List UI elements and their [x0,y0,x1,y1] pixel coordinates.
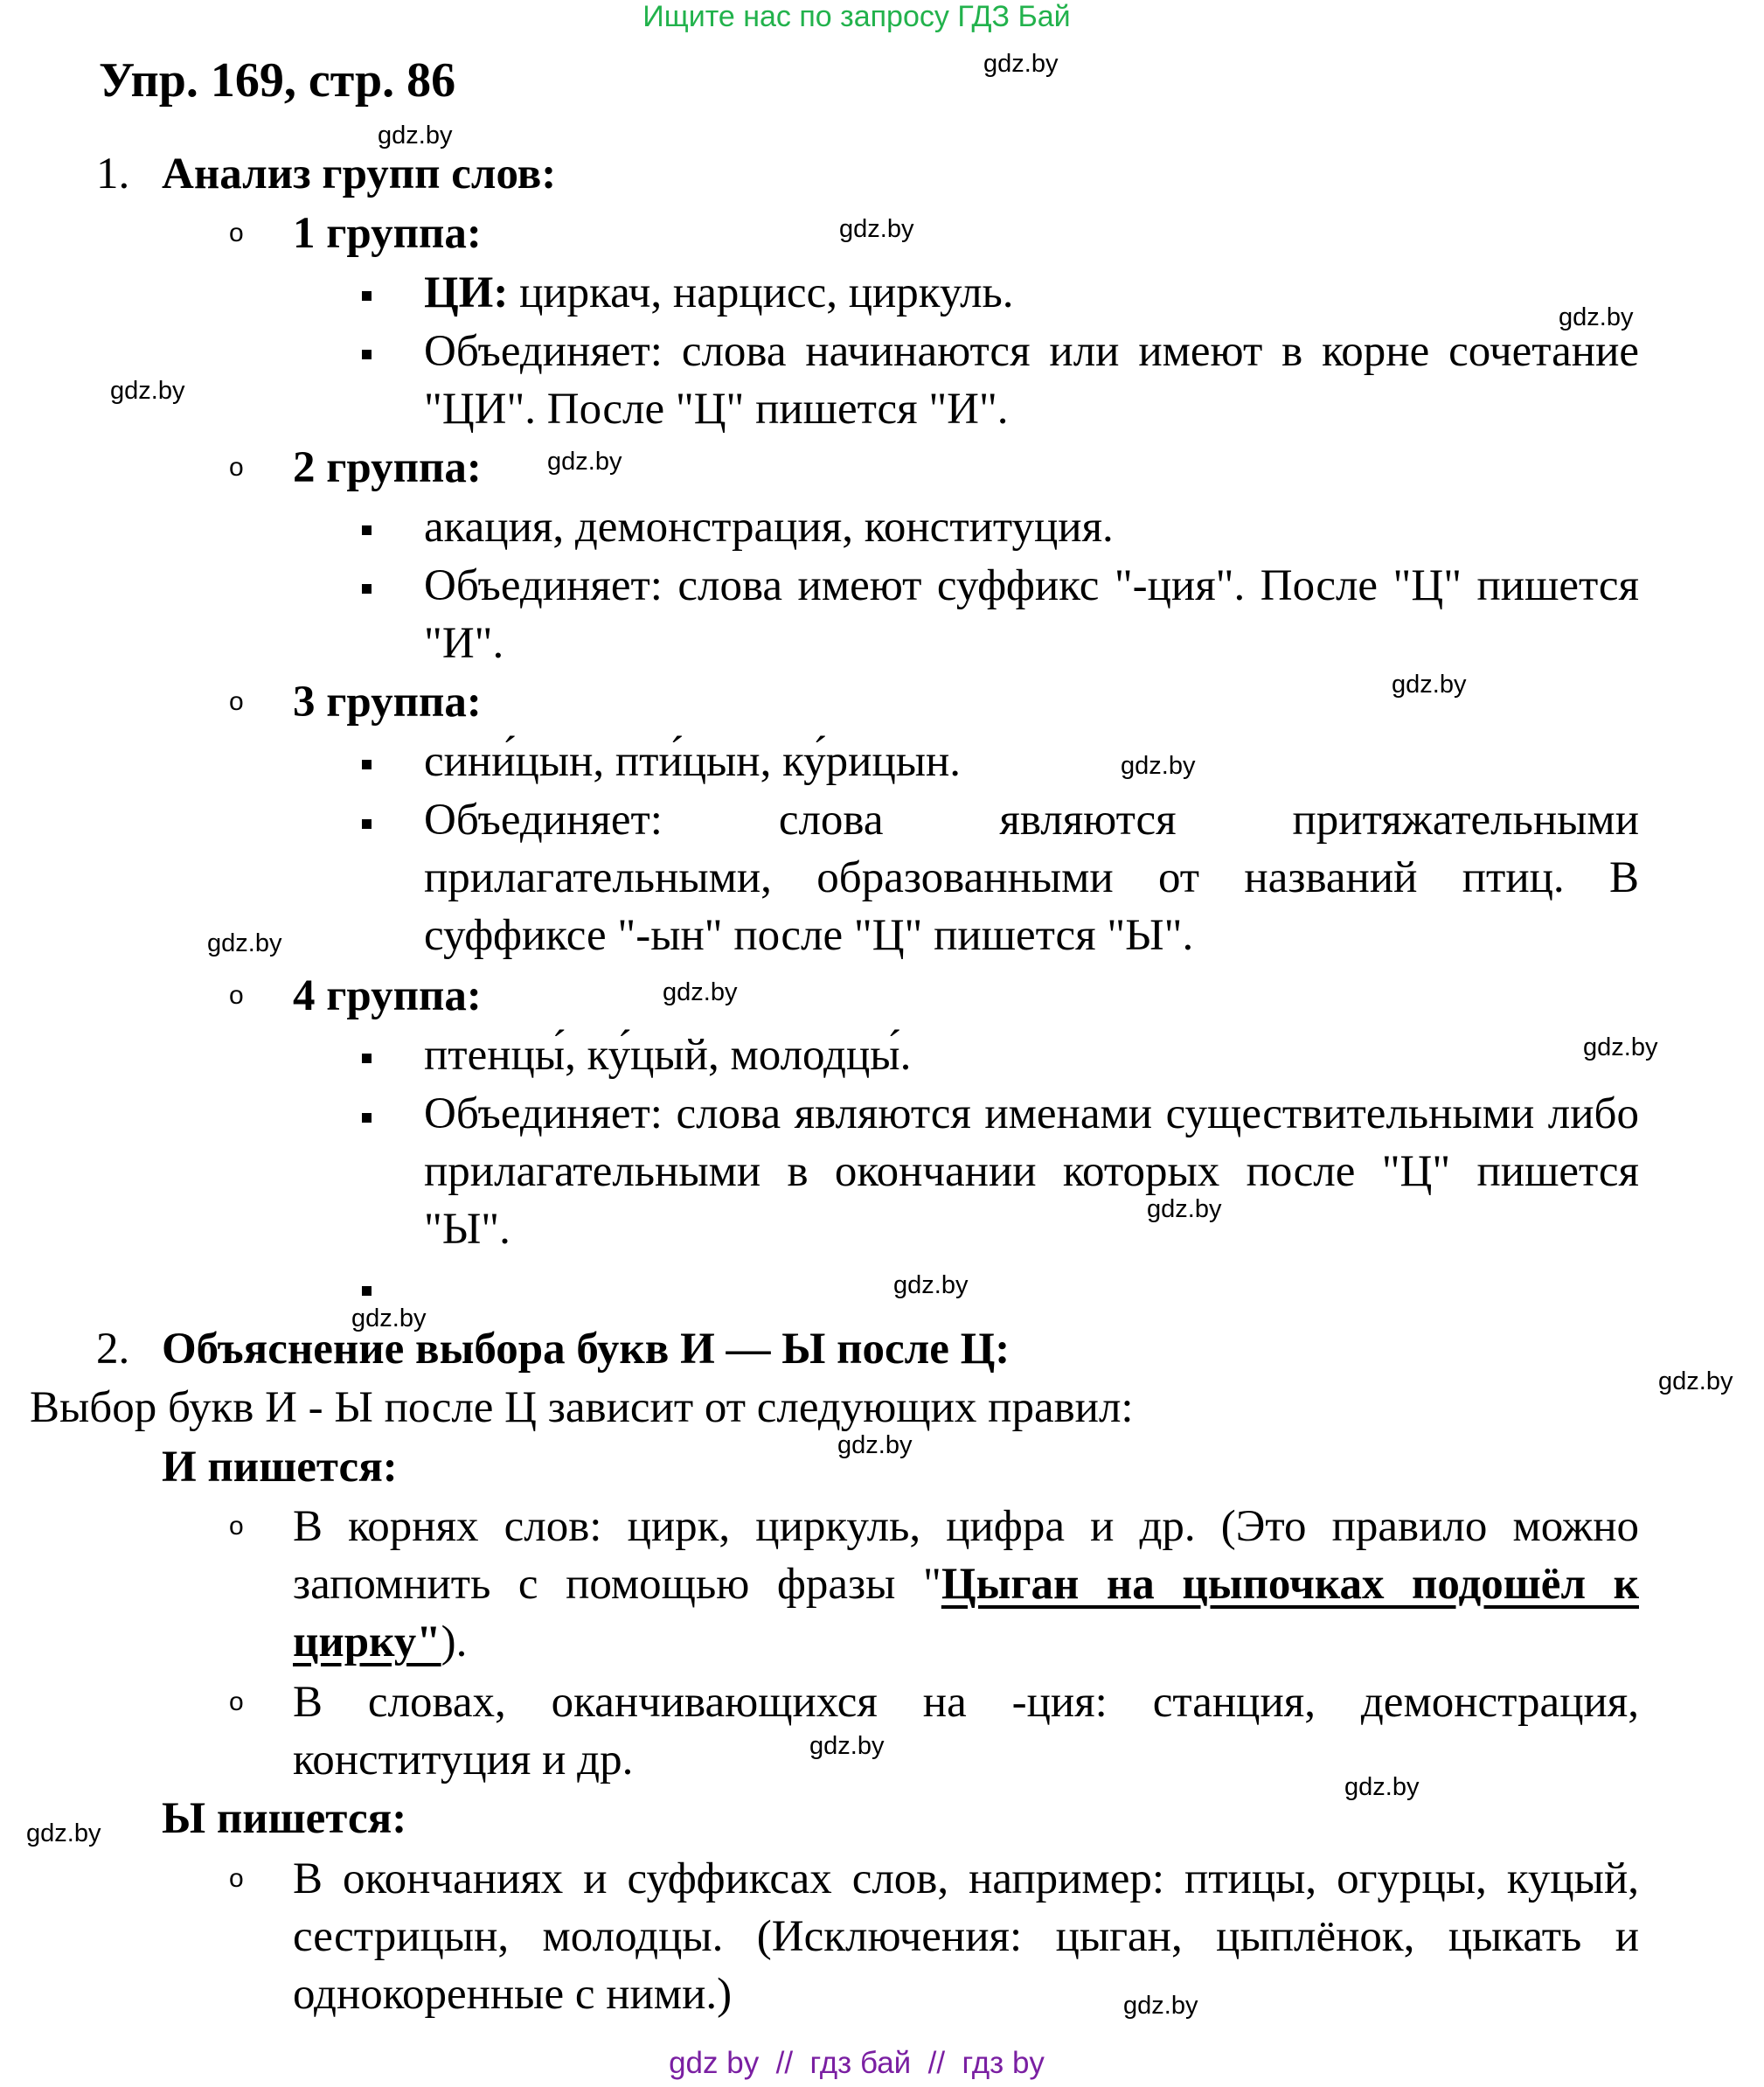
section-heading: Анализ групп слов: [162,150,557,198]
rule-text-end: ). [441,1617,468,1666]
search-banner: Ищите нас по запросу ГДЗ Бай [642,0,1071,33]
words-list: циркач, нарцисс, циркуль. [508,268,1014,317]
square-bullet-icon [362,350,372,359]
square-bullet-icon [362,525,372,535]
watermark: gdz.by [110,377,185,405]
group-heading: 1 группа: [293,209,482,258]
watermark: gdz.by [351,1304,427,1332]
watermark: gdz.by [837,1431,913,1459]
group-heading: 3 группа: [293,678,482,727]
watermark: gdz.by [663,978,738,1006]
square-bullet-icon [362,1113,372,1123]
group-words: акация, демонстрация, конституция. [424,503,1114,552]
circle-bullet-icon: o [229,1512,244,1541]
group-words: птенцы́, ку́цый, молодцы́. [424,1031,912,1080]
rule-item: В окончаниях и суффиксах слов, например: птицы, огурцы, куцый, сестрицын, молодцы. (Исключения: цыган, цыплёнок, цыкать и однокоренные с ними.) [293,1854,1639,2019]
watermark: gdz.by [983,50,1059,78]
watermark: gdz.by [1123,1992,1198,2020]
watermark: gdz.by [1392,671,1467,699]
rule-heading-y: Ы пишется: [162,1794,407,1843]
square-bullet-icon [362,1054,372,1063]
circle-bullet-icon: o [229,981,244,1010]
watermark: gdz.by [26,1819,101,1847]
rule-heading-i: И пишется: [162,1443,398,1492]
watermark: gdz.by [378,122,453,150]
square-bullet-icon [362,291,372,301]
circle-bullet-icon: o [229,687,244,716]
group-heading: 4 группа: [293,971,482,1020]
watermark: gdz.by [1559,303,1634,331]
square-bullet-icon [362,760,372,769]
watermark: gdz.by [809,1732,885,1760]
footer-links: gdz by // гдз бай // гдз by [669,2046,1045,2080]
group-explanation: Объединяет: слова начинаются или имеют в корне сочетание "ЦИ". После "Ц" пишется "И". [424,327,1639,434]
watermark: gdz.by [1658,1367,1733,1395]
circle-bullet-icon: o [229,453,244,482]
watermark: gdz.by [1583,1033,1658,1061]
circle-bullet-icon: o [229,219,244,247]
watermark: gdz.by [893,1271,969,1299]
section-intro: Выбор букв И - Ы после Ц зависит от следующих правил: [30,1383,1134,1432]
watermark: gdz.by [1344,1773,1420,1801]
group-explanation: Объединяет: слова являются именами существительными либо прилагательными в окончании которых после "Ц" пишется "Ы". [424,1089,1639,1254]
group-words [424,264,1014,322]
section-number: 1. [96,150,130,198]
watermark: gdz.by [839,215,914,243]
square-bullet-icon [362,1286,372,1296]
page-title: Упр. 169, стр. 86 [99,53,456,108]
square-bullet-icon [362,584,372,594]
section-heading: Объяснение выбора букв И — Ы после Ц: [162,1325,1010,1374]
mnemonic-phrase: Цыган на цыпочках подошёл к цирку" [293,1560,1639,1666]
words-label: ЦИ: [424,268,509,317]
section-number: 2. [96,1325,130,1374]
group-heading: 2 группа: [293,443,482,492]
group-explanation: Объединяет: слова являются притяжательными прилагательными, образованными от названий птиц. В суффиксе "-ын" после "Ц" пишется "Ы". [424,796,1639,960]
group-explanation: Объединяет: слова имеют суффикс "-ция". После "Ц" пишется "И". [424,561,1639,668]
circle-bullet-icon: o [229,1864,244,1893]
square-bullet-icon [362,819,372,829]
circle-bullet-icon: o [229,1687,244,1716]
watermark: gdz.by [547,448,622,476]
watermark: gdz.by [207,929,282,957]
watermark: gdz.by [1121,752,1196,780]
group-words: сини́цын, пти́цын, ку́рицын. [424,737,962,786]
watermark: gdz.by [1147,1195,1222,1223]
rule-text: В корнях слов: цирк, циркуль, цифра и др. (Это правило можно запомнить с помощью фразы " [293,1502,1639,1609]
rule-item: В словах, оканчивающихся на -ция: станция, демонстрация, конституция и др. [293,1678,1639,1784]
rule-item [293,1498,1639,1671]
